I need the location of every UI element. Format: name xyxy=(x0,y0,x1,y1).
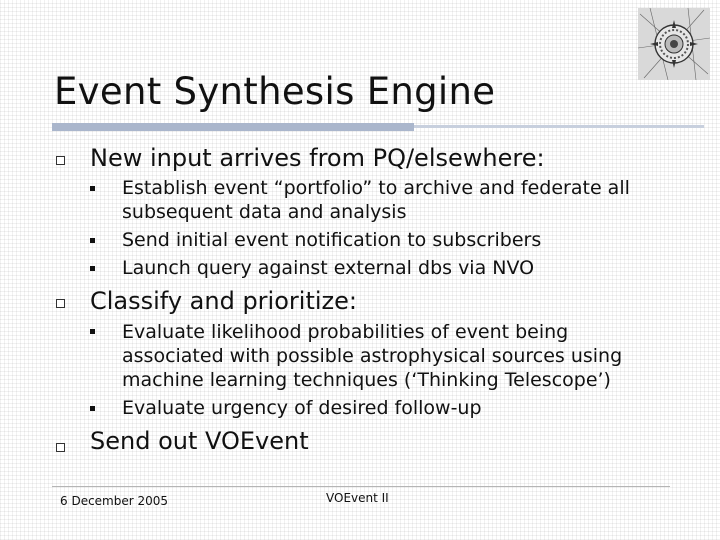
bullet-send-voevent: Send out VOEvent xyxy=(90,427,309,455)
level2-bullet-marker xyxy=(90,329,95,334)
level2-bullet-marker xyxy=(90,238,95,243)
footer-title: VOEvent II xyxy=(326,491,389,505)
sub-bullet-launch-query: Launch query against external dbs via NVO xyxy=(122,257,535,279)
sub-bullet-evaluate-urgency: Evaluate urgency of desired follow-up xyxy=(122,397,482,419)
sub-bullet-establish-portfolio-line2: subsequent data and analysis xyxy=(122,201,407,223)
title-underline-bar xyxy=(52,123,414,131)
sub-bullet-evaluate-likelihood-line3: machine learning techniques (‘Thinking Telescope’) xyxy=(122,369,611,391)
level2-bullet-marker xyxy=(90,406,95,411)
sub-bullet-evaluate-likelihood-line2: associated with possible astrophysical sources using xyxy=(122,345,623,367)
slide-title: Event Synthesis Engine xyxy=(54,70,496,113)
bullet-classify-prioritize: Classify and prioritize: xyxy=(90,287,357,315)
sub-bullet-evaluate-likelihood-line1: Evaluate likelihood probabilities of event being xyxy=(122,321,569,343)
title-underline-rule xyxy=(414,125,704,128)
bullet-new-input: New input arrives from PQ/elsewhere: xyxy=(90,144,545,172)
astronomical-seal-icon xyxy=(638,8,710,80)
level2-bullet-marker xyxy=(90,186,95,191)
level1-bullet-marker xyxy=(56,299,65,308)
level1-bullet-marker xyxy=(56,443,65,452)
level2-bullet-marker xyxy=(90,266,95,271)
sub-bullet-send-notification: Send initial event notification to subscribers xyxy=(122,229,542,251)
footer-rule xyxy=(52,486,670,487)
sub-bullet-establish-portfolio-line1: Establish event “portfolio” to archive and federate all xyxy=(122,177,630,199)
footer-date: 6 December 2005 xyxy=(60,494,169,508)
level1-bullet-marker xyxy=(56,156,65,165)
